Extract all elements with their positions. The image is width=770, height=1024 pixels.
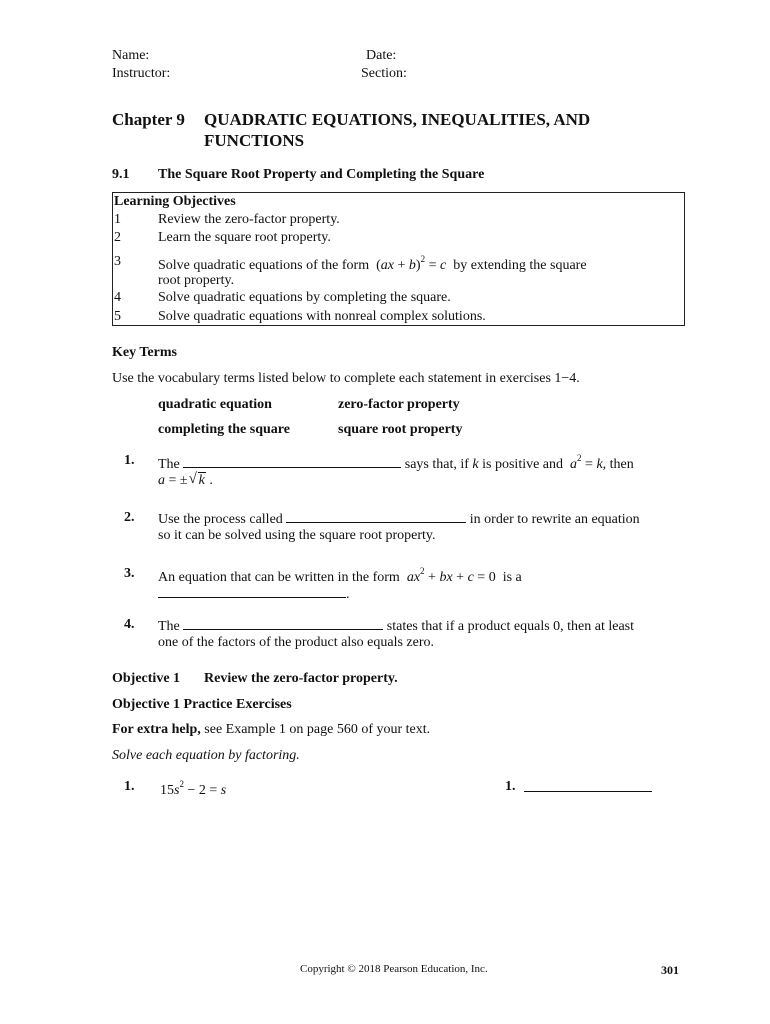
exercise-2-line2: so it can be solved using the square root property. <box>158 528 436 543</box>
objective-text: Solve quadratic equations by completing the square. <box>158 290 451 305</box>
key-term: completing the square <box>158 422 290 437</box>
answer-blank[interactable] <box>183 455 401 468</box>
exercise-2-line1: Use the process called in order to rewrite an equation <box>158 512 640 527</box>
objective-text: Solve quadratic equations with nonreal complex solutions. <box>158 309 486 324</box>
key-terms-heading: Key Terms <box>112 345 177 360</box>
exercise-4-line2: one of the factors of the product also equals zero. <box>158 635 435 650</box>
answer-blank[interactable] <box>158 585 346 598</box>
chapter-number: Chapter 9 <box>112 110 185 129</box>
equation-ax-plus-b-squared: (ax + b)$^2$ = c <box>376 254 450 273</box>
exercise-1-line1: The says that, if k is positive and $a^2 = k$, then <box>158 453 634 472</box>
learning-objectives-heading: Learning Objectives <box>114 194 236 209</box>
copyright-notice: Copyright © 2018 Pearson Education, Inc. <box>300 963 488 975</box>
objective-number: 3 <box>114 254 121 269</box>
key-term: quadratic equation <box>158 397 272 412</box>
exercise-number: 3. <box>124 566 135 581</box>
practice-instruction: Solve each equation by factoring. <box>112 748 300 763</box>
exercise-3-line2: . <box>158 585 350 603</box>
section-title: The Square Root Property and Completing the Square <box>158 167 485 182</box>
objective-1-label: Objective 1 <box>112 671 181 686</box>
exercise-3-line1: An equation that can be written in the form $ax^2$ + bx + c = 0 is a <box>158 566 522 585</box>
objective-text: Review the zero-factor property. <box>158 212 340 227</box>
objective-1-title: Review the zero-factor property. <box>204 671 398 686</box>
equation-15s-squared-minus-2-equals-s: $15s^2 - 2 = s$ <box>160 779 227 798</box>
chapter-title-line2: FUNCTIONS <box>204 131 305 150</box>
objective-text: Learn the square root property. <box>158 230 331 245</box>
answer-blank[interactable] <box>183 617 383 630</box>
equation-standard-form-quadratic: $ax^2$ + bx + c = 0 <box>403 566 496 585</box>
exercise-number: 4. <box>124 617 135 632</box>
section-label: Section: <box>361 66 407 81</box>
learning-objectives-box <box>112 192 685 326</box>
exercise-number: 2. <box>124 510 135 525</box>
objective-number: 1 <box>114 212 121 227</box>
answer-number: 1. <box>505 779 516 794</box>
name-label: Name: <box>112 48 150 63</box>
key-term: square root property <box>338 422 463 437</box>
key-terms-instructions: Use the vocabulary terms listed below to complete each statement in exercises 1−4. <box>112 371 580 386</box>
extra-help-line: For extra help, see Example 1 on page 560 of your text. <box>112 722 431 737</box>
problem-number: 1. <box>124 779 135 794</box>
answer-blank[interactable] <box>286 510 466 523</box>
objective-number: 4 <box>114 290 121 305</box>
objective-number: 5 <box>114 309 121 324</box>
section-number: 9.1 <box>112 167 130 182</box>
objective-text: Solve quadratic equations of the form (ax + b)$^2$ = c by extending the square <box>158 254 587 273</box>
answer-blank-1[interactable] <box>524 779 652 797</box>
key-term: zero-factor property <box>338 397 460 412</box>
page-number: 301 <box>661 963 679 977</box>
equation-a-equals-plus-minus-sqrt-k: a = ± √ k . <box>158 471 213 488</box>
date-label: Date: <box>366 48 397 63</box>
exercise-number: 1. <box>124 453 135 468</box>
exercise-4-line1: The states that if a product equals 0, then at least <box>158 619 635 634</box>
objective-text: root property. <box>158 273 235 288</box>
instructor-label: Instructor: <box>112 66 171 81</box>
chapter-title-line1: QUADRATIC EQUATIONS, INEQUALITIES, AND <box>204 110 591 129</box>
practice-exercises-heading: Objective 1 Practice Exercises <box>112 697 292 712</box>
objective-number: 2 <box>114 230 121 245</box>
